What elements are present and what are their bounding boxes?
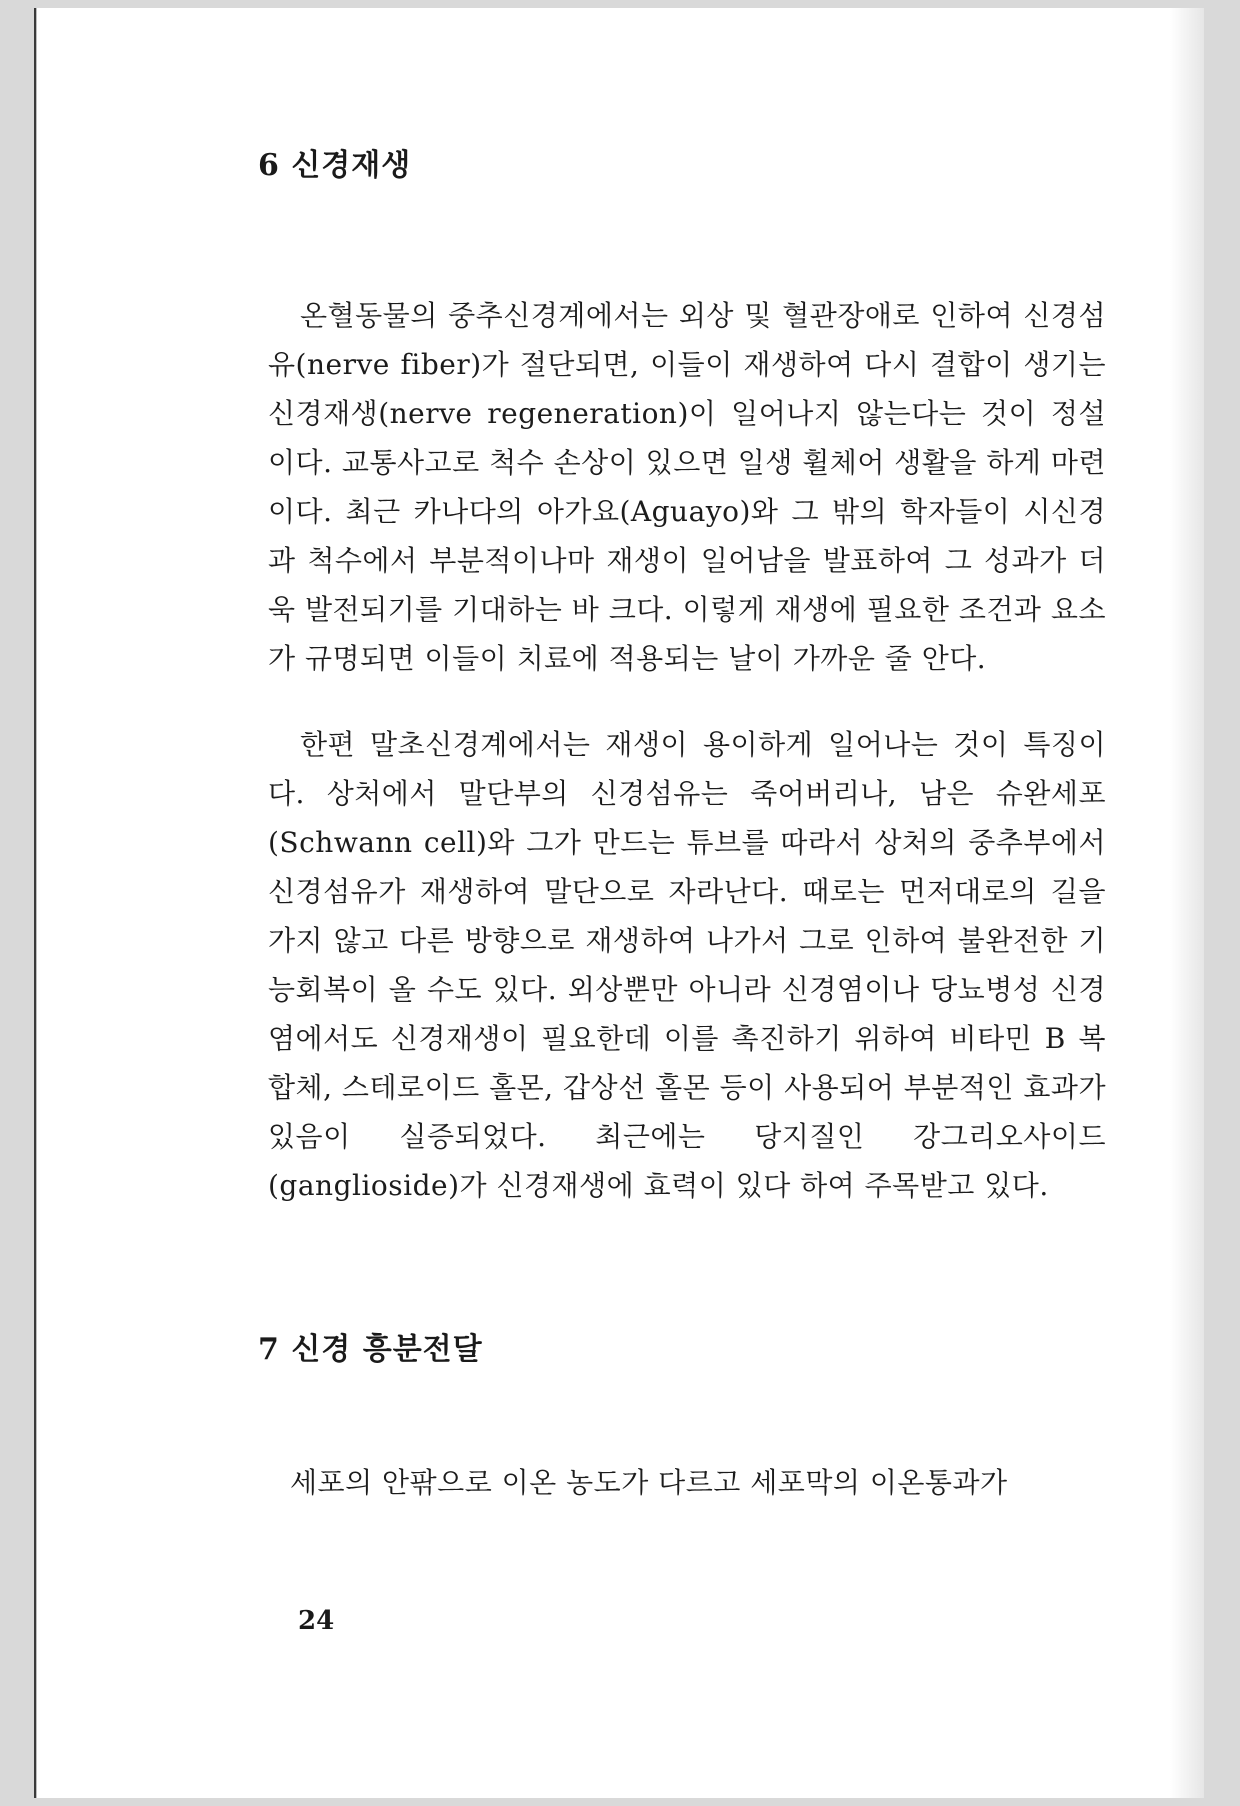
section-heading-nerve-excitation: 7 신경 흥분전달 — [258, 1332, 483, 1367]
book-page — [34, 8, 1204, 1798]
paragraph-ion-concentration: 세포의 안팎으로 이온 농도가 다르고 세포막의 이온통과가 — [290, 1466, 1008, 1499]
page-edge-shadow — [1170, 8, 1204, 1798]
page-number: 24 — [298, 1606, 335, 1636]
section-heading-nerve-regeneration: 6 신경재생 — [258, 148, 412, 183]
paragraph-peripheral-nervous-system: 한편 말초신경계에서는 재생이 용이하게 일어나는 것이 특징이다. 상처에서 말단부의 신경섬유는 죽어버리나, 남은 슈완세포(Schwann cell)와 그가 만드는 튜브를 따라서 상처의 중추부에서 신경섬유가 재생하여 말단으로 자라난다. 때로는 먼저대로의 길을 가지 않고 다른 방향으로 재생하여 나가서 그로 인하여 불완전한 기능회복이 올 수도 있다. 외상뿐만 아니라 신경염이나 당뇨병성 신경염에서도 신경재생이 필요한데 이를 촉진하기 위하여 비타민 B 복합체, 스테로이드 홀몬, 갑상선 홀몬 등이 사용되어 부분적인 효과가 있음이 실증되었다. 최근에는 당지질인 강그리오사이드(ganglioside)가 신경재생에 효력이 있다 하여 주목받고 있다. — [268, 728, 1106, 1202]
paragraph-central-nervous-system: 온혈동물의 중추신경계에서는 외상 및 혈관장애로 인하여 신경섬유(nerve fiber)가 절단되면, 이들이 재생하여 다시 결합이 생기는 신경재생(nerve regeneration)이 일어나지 않는다는 것이 정설이다. 교통사고로 척수 손상이 있으면 일생 휠체어 생활을 하게 마련이다. 최근 카나다의 아가요(Aguayo)와 그 밖의 학자들이 시신경과 척수에서 부분적이나마 재생이 일어남을 발표하여 그 성과가 더욱 발전되기를 기대하는 바 크다. 이렇게 재생에 필요한 조건과 요소가 규명되면 이들이 치료에 적용되는 날이 가까운 줄 안다. — [268, 299, 1106, 675]
